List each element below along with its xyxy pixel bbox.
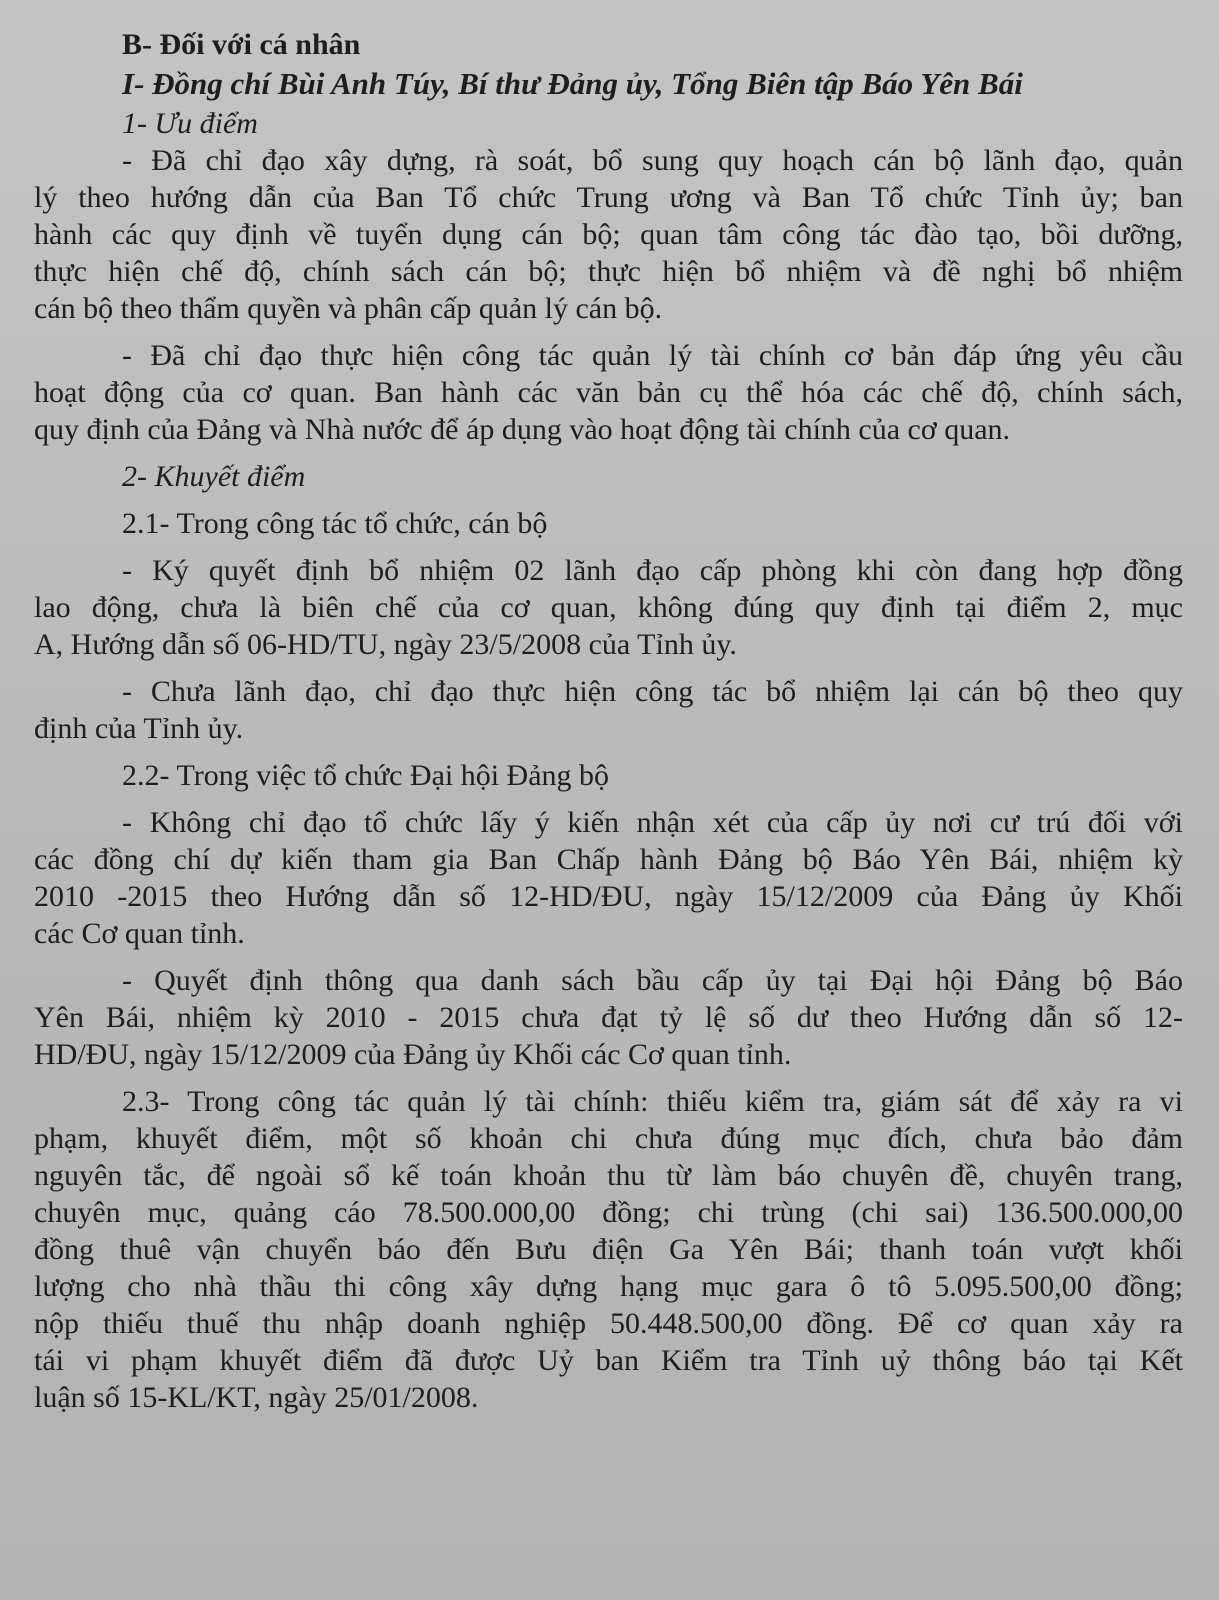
text-line: lao động, chưa là biên chế của cơ quan, không đúng quy định tại điểm 2, mục — [34, 591, 1183, 624]
text-line: HD/ĐU, ngày 15/12/2009 của Đảng ủy Khối các Cơ quan tỉnh. — [34, 1038, 792, 1071]
text-line: - Không chỉ đạo tổ chức lấy ý kiến nhận xét của cấp ủy nơi cư trú đối với — [122, 806, 1183, 839]
text-line: nộp thiếu thuế thu nhập doanh nghiệp 50.448.500,00 đồng. Để cơ quan xảy ra — [34, 1307, 1183, 1340]
text-line: các Cơ quan tỉnh. — [34, 917, 245, 950]
text-line: 2.3- Trong công tác quản lý tài chính: thiếu kiểm tra, giám sát để xảy ra vi — [122, 1085, 1183, 1118]
text-line: nguyên tắc, để ngoài sổ kế toán khoản thu từ làm báo chuyên đề, chuyên trang, — [34, 1159, 1183, 1192]
text-line: định của Tỉnh ủy. — [34, 712, 244, 745]
text-line: - Chưa lãnh đạo, chỉ đạo thực hiện công tác bổ nhiệm lại cán bộ theo quy — [122, 675, 1183, 708]
advantages-paragraph-1 — [34, 142, 1183, 327]
text-line: lý theo hướng dẫn của Ban Tổ chức Trung ương và Ban Tổ chức Tỉnh ủy; ban — [34, 181, 1183, 214]
text-line: phạm, khuyết điểm, một số khoản chi chưa đúng mục đích, chưa bảo đảm — [34, 1122, 1183, 1155]
text-line: - Đã chỉ đạo xây dựng, rà soát, bổ sung quy hoạch cán bộ lãnh đạo, quản — [122, 144, 1183, 177]
text-line: Yên Bái, nhiệm kỳ 2010 - 2015 chưa đạt tỷ lệ số dư theo Hướng dẫn số 12- — [34, 1001, 1183, 1034]
text-line: - Quyết định thông qua danh sách bầu cấp ủy tại Đại hội Đảng bộ Báo — [122, 964, 1183, 997]
document-body — [34, 26, 1183, 1416]
advantages-paragraph-2 — [34, 337, 1183, 448]
text-line: các đồng chí dự kiến tham gia Ban Chấp hành Đảng bộ Báo Yên Bái, nhiệm kỳ — [34, 843, 1183, 876]
shortcomings-heading: 2- Khuyết điểm — [122, 460, 306, 493]
text-line: 2010 -2015 theo Hướng dẫn số 12-HD/ĐU, ngày 15/12/2009 của Đảng ủy Khối — [34, 880, 1183, 913]
advantages-heading: 1- Ưu điểm — [122, 107, 258, 140]
text-line: A, Hướng dẫn số 06-HD/TU, ngày 23/5/2008 của Tỉnh ủy. — [34, 628, 737, 661]
text-line: lượng cho nhà thầu thi công xây dựng hạng mục gara ô tô 5.095.500,00 đồng; — [34, 1270, 1183, 1303]
subsection-2-2-heading: 2.2- Trong việc tổ chức Đại hội Đảng bộ — [122, 759, 610, 792]
subsection-2-1-paragraph-2 — [34, 673, 1183, 747]
subsection-2-3-paragraph — [34, 1083, 1183, 1416]
text-line: hành các quy định về tuyển dụng cán bộ; quan tâm công tác đào tạo, bồi dưỡng, — [34, 218, 1183, 251]
text-line: - Đã chỉ đạo thực hiện công tác quản lý tài chính cơ bản đáp ứng yêu cầu — [122, 339, 1183, 372]
subsection-2-2-paragraph-2 — [34, 962, 1183, 1073]
text-line: cán bộ theo thẩm quyền và phân cấp quản lý cán bộ. — [34, 292, 663, 325]
text-line: - Ký quyết định bổ nhiệm 02 lãnh đạo cấp phòng khi còn đang hợp đồng — [122, 554, 1183, 587]
section-b-heading: B- Đối với cá nhân — [122, 28, 361, 61]
text-line: hoạt động của cơ quan. Ban hành các văn bản cụ thể hóa các chế độ, chính sách, — [34, 376, 1183, 409]
text-line: thực hiện chế độ, chính sách cán bộ; thực hiện bổ nhiệm và đề nghị bổ nhiệm — [34, 255, 1183, 288]
text-line: quy định của Đảng và Nhà nước để áp dụng vào hoạt động tài chính của cơ quan. — [34, 413, 1011, 446]
text-line: luận số 15-KL/KT, ngày 25/01/2008. — [34, 1381, 479, 1414]
person-heading: I- Đồng chí Bùi Anh Túy, Bí thư Đảng ủy, Tổng Biên tập Báo Yên Bái — [122, 66, 1023, 101]
text-line: đồng thuê vận chuyển báo đến Bưu điện Ga Yên Bái; thanh toán vượt khối — [34, 1233, 1183, 1266]
text-line: tái vi phạm khuyết điểm đã được Uỷ ban Kiểm tra Tỉnh uỷ thông báo tại Kết — [34, 1344, 1183, 1377]
subsection-2-2-paragraph-1 — [34, 804, 1183, 952]
text-line: chuyên mục, quảng cáo 78.500.000,00 đồng; chi trùng (chi sai) 136.500.000,00 — [34, 1196, 1183, 1229]
subsection-2-1-heading: 2.1- Trong công tác tổ chức, cán bộ — [122, 507, 548, 540]
subsection-2-1-paragraph-1 — [34, 552, 1183, 663]
